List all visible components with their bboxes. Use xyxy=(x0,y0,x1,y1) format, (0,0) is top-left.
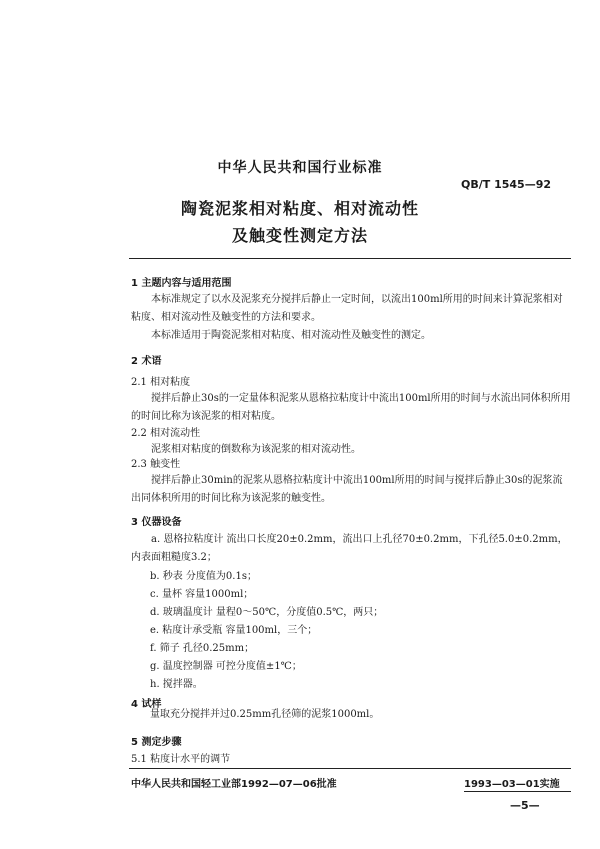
footer-divider xyxy=(129,768,571,769)
term-2-2-text: 泥浆相对粘度的倒数称为该泥浆的相对流动性。 xyxy=(151,444,361,455)
title-divider xyxy=(129,258,571,259)
section-5-heading: 5 测定步骤 xyxy=(131,737,182,748)
equipment-item-e: e. 粘度计承受瓶 容量100ml，三个； xyxy=(150,625,318,636)
effective-date-underline xyxy=(464,791,571,792)
document-title-line-2: 及触变性测定方法 xyxy=(231,226,368,245)
equipment-item-h: h. 搅拌器。 xyxy=(150,679,203,690)
effective-date: 1993—03—01实施 xyxy=(464,779,560,790)
equipment-item-d: d. 玻璃温度计 量程0～50℃，分度值0.5℃，两只； xyxy=(150,607,384,618)
section-1-paragraph-1: 本标准规定了以水及泥浆充分搅拌后静止一定时间，以流出100ml所用的时间来计算泥浆相对粘度、相对流动性及触变性的方法和要求。 xyxy=(131,294,563,323)
standard-category-heading: 中华人民共和国行业标准 xyxy=(217,160,383,176)
term-2-3-heading: 2.3 触变性 xyxy=(131,459,181,470)
document-title-line-1: 陶瓷泥浆相对粘度、相对流动性 xyxy=(180,199,419,218)
equipment-item-g: g. 温度控制器 可控分度值±1℃； xyxy=(150,661,302,672)
page-number: —5— xyxy=(510,799,540,812)
equipment-item-a: a. 恩格拉粘度计 流出口长度20±0.2mm，流出口上孔径70±0.2mm，下孔径5.0±0.2mm，内表面粗糙度3.2； xyxy=(131,534,568,563)
section-4-text: 量取充分搅拌并过0.25mm孔径筛的泥浆1000ml。 xyxy=(150,709,380,720)
section-4-heading: 4 试样 xyxy=(131,699,162,710)
standard-code: QB/T 1545—92 xyxy=(461,178,552,191)
term-2-1-heading: 2.1 相对粘度 xyxy=(131,377,191,388)
section-1-heading: 1 主题内容与适用范围 xyxy=(131,278,232,289)
term-2-1-text: 搅拌后静止30s的一定量体积泥浆从恩格拉粘度计中流出100ml所用的时间与水流出同体积所用的时间比称为该泥浆的相对粘度。 xyxy=(131,393,571,422)
term-2-2-heading: 2.2 相对流动性 xyxy=(131,428,201,439)
section-3-heading: 3 仪器设备 xyxy=(131,517,182,528)
equipment-item-c: c. 量杯 容量1000ml； xyxy=(150,589,254,600)
section-2-heading: 2 术语 xyxy=(131,356,162,367)
section-1-paragraph-2: 本标准适用于陶瓷泥浆相对粘度、相对流动性及触变性的测定。 xyxy=(151,330,431,341)
term-2-3-text: 搅拌后静止30min的泥浆从恩格拉粘度计中流出100ml所用的时间与搅拌后静止30s的泥浆流出同体积所用的时间比称为该泥浆的触变性。 xyxy=(131,475,563,504)
approval-statement: 中华人民共和国轻工业部1992—07—06批准 xyxy=(131,779,337,790)
equipment-item-b: b. 秒表 分度值为0.1s； xyxy=(150,571,257,582)
section-5-1-heading: 5.1 粘度计水平的调节 xyxy=(131,754,231,765)
equipment-item-f: f. 筛子 孔径0.25mm； xyxy=(150,643,255,654)
